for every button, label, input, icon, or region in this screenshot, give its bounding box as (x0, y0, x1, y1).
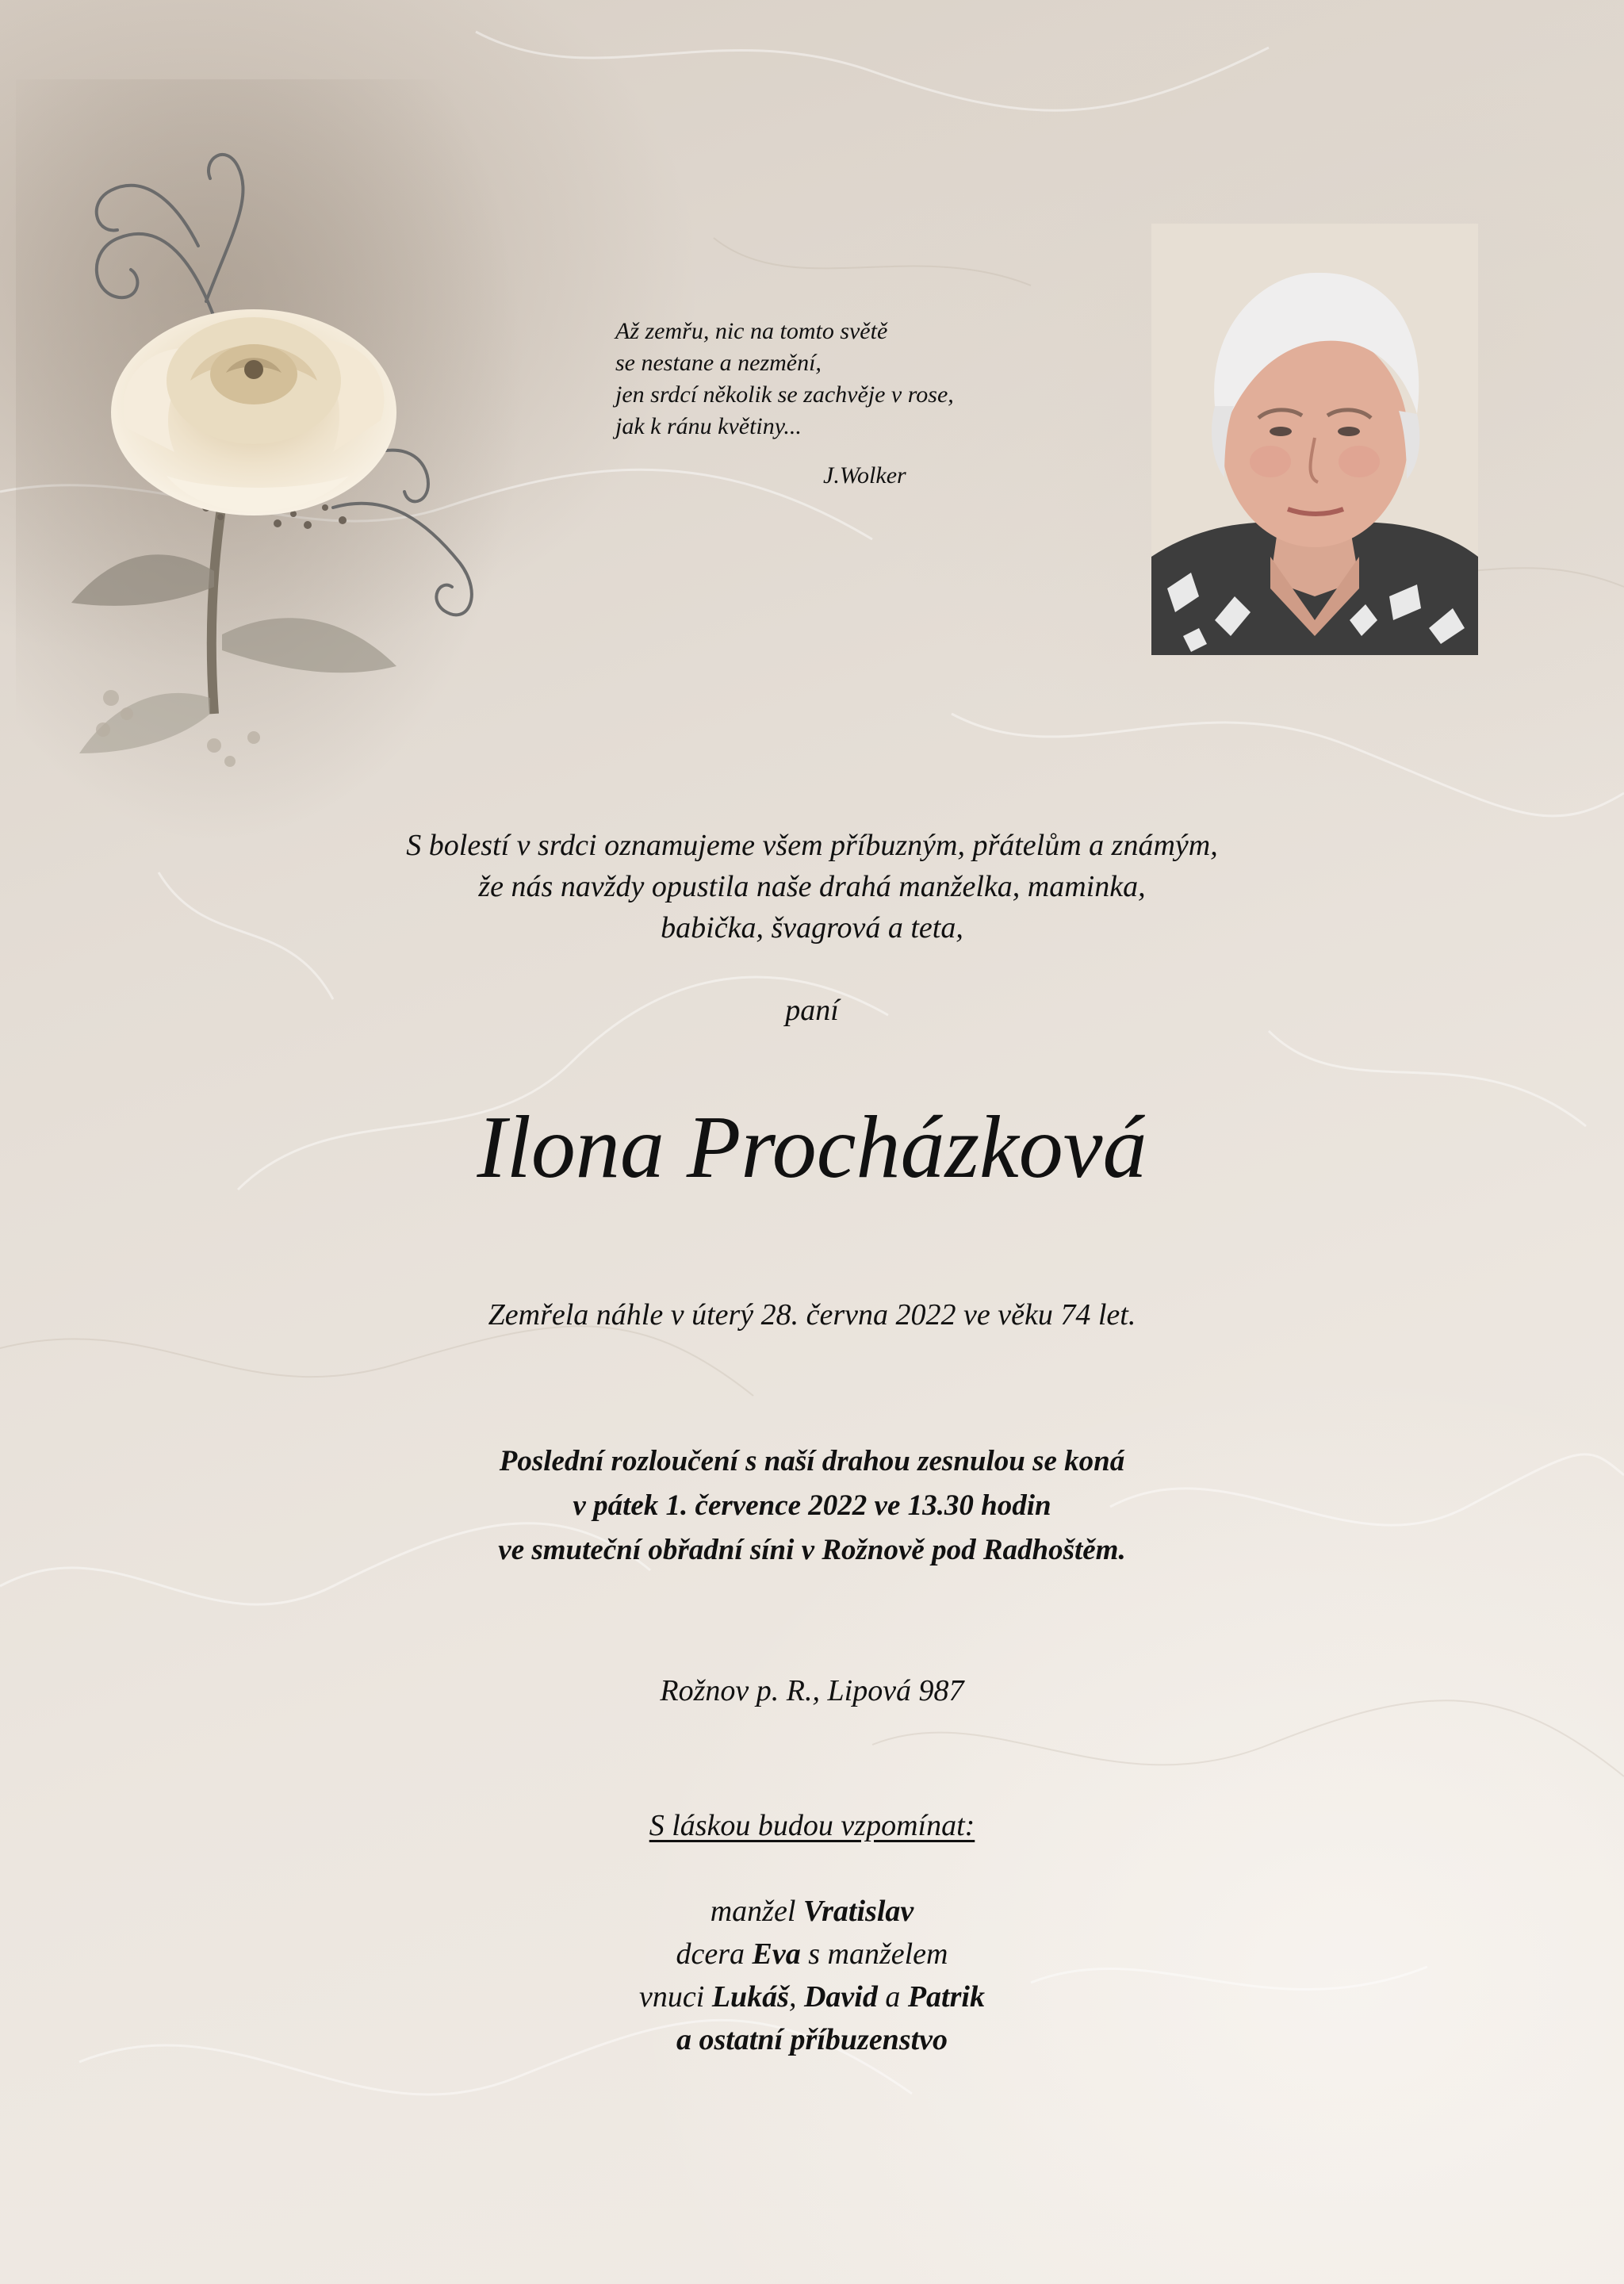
poem-quote (615, 316, 1091, 492)
death-notice: Zemřela náhle v úterý 28. června 2022 ve věku 74 let. (488, 1298, 1136, 1332)
mourner-row (0, 1890, 1624, 1933)
mourner-name: David (803, 1980, 878, 2014)
mourner-row (0, 1976, 1624, 2018)
funeral-line: ve smuteční obřadní síni v Rožnově pod Radhoštěm. (498, 1534, 1126, 1566)
mourner-name: Eva (752, 1937, 801, 1971)
intro-line: že nás navždy opustila naše drahá manželka, maminka, (478, 870, 1146, 903)
quote-author: J.Wolker (823, 462, 906, 489)
remembrance-heading-text: S láskou budou vzpomínat: (649, 1809, 975, 1842)
mourner-relation: manžel (710, 1895, 803, 1928)
funeral-line: v pátek 1. července 2022 ve 13.30 hodin (573, 1489, 1051, 1522)
funeral-details (0, 1439, 1624, 1573)
deceased-name: Ilona Procházková (477, 1098, 1147, 1197)
mourner-relation-suffix: s manželem (800, 1937, 948, 1971)
mourner-name: Vratislav (802, 1895, 914, 1928)
mourner-name: Lukáš (711, 1980, 789, 2014)
honorific: paní (785, 994, 839, 1027)
intro-line: S bolestí v srdci oznamujeme všem příbuzným, přátelům a známým, (406, 829, 1218, 862)
portrait-photo (1151, 224, 1478, 655)
address: Rožnov p. R., Lipová 987 (660, 1674, 964, 1707)
rose-illustration (16, 79, 523, 841)
quote-line: Až zemřu, nic na tomto světě (615, 318, 888, 344)
remembrance-heading (0, 1808, 1624, 1843)
quote-line: jen srdcí několik se zachvěje v rose, (615, 381, 954, 408)
mourner-separator: , (788, 1980, 804, 2014)
quote-line: se nestane a nezmění, (615, 350, 822, 376)
mourner-row (0, 1933, 1624, 1976)
mourner-name: a ostatní příbuzenstvo (676, 2023, 948, 2056)
funeral-line: Poslední rozloučení s naší drahou zesnulou se koná (499, 1445, 1125, 1477)
mourner-relation: vnuci (639, 1980, 712, 2014)
mourner-separator: a (877, 1980, 908, 2014)
quote-line: jak k ránu květiny... (615, 413, 802, 439)
mourners-list (0, 1890, 1624, 2061)
mourner-name: Patrik (907, 1980, 985, 2014)
mourner-relation: dcera (676, 1937, 753, 1971)
mourner-row (0, 2018, 1624, 2061)
intro-line: babička, švagrová a teta, (661, 911, 963, 945)
announcement-intro (0, 825, 1624, 948)
